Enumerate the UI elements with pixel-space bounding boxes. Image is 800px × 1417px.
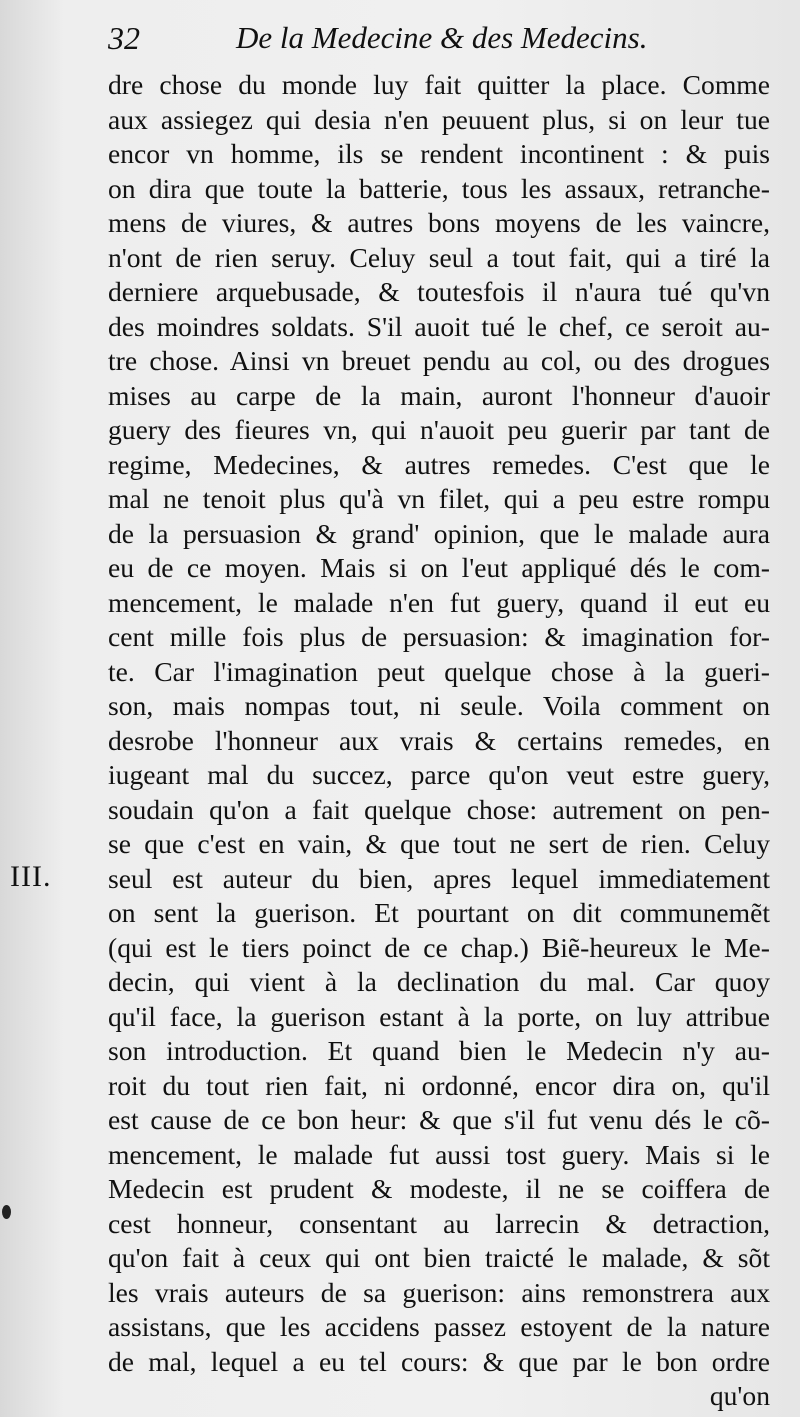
text-line: mencement, le malade n'en fut guery, quand il eut eu: [108, 586, 770, 618]
text-line: desrobe l'honneur aux vrais & certains remedes, en: [108, 724, 770, 756]
page-number: 32: [108, 20, 140, 56]
text-line: qu'il face, la guerison estant à la porte, on luy attribue: [108, 1000, 770, 1032]
text-line: cest honneur, consentant au larrecin & detraction,: [108, 1207, 770, 1239]
text-line: aux assiegez qui desia n'en peuuent plus, si on leur tue: [108, 103, 770, 135]
catchword: qu'on: [709, 1380, 770, 1411]
text-line: cent mille fois plus de persuasion: & imagination for-: [108, 621, 770, 652]
text-line: les vrais auteurs de sa guerison: ains remonstrera aux: [108, 1276, 770, 1308]
text-line: son, mais nompas tout, ni seule. Voila comment on: [108, 690, 770, 721]
text-line: derniere arquebusade, & toutesfois il n'aura tué qu'vn: [108, 276, 770, 307]
text-line: on dira que toute la batterie, tous les assaux, retranche-: [108, 172, 770, 204]
text-line: de mal, lequel a eu tel cours: & que par le bon ordre: [108, 1345, 770, 1377]
text-line: mal ne tenoit plus qu'à vn filet, qui a peu estre rompu: [108, 483, 770, 514]
margin-note: III.: [10, 860, 52, 893]
text-line: seul est auteur du bien, apres lequel immediatement: [108, 862, 770, 894]
text-line: mises au carpe de la main, auront l'honneur d'auoir: [108, 379, 770, 411]
text-line: te. Car l'imagination peut quelque chose à la gueri-: [108, 655, 770, 687]
text-line: soudain qu'on a fait quelque chose: autrement on pen-: [108, 793, 770, 825]
text-line: guery des fieures vn, qui n'auoit peu guerir par tant de: [108, 414, 770, 445]
text-line: iugeant mal du succez, parce qu'on veut estre guery,: [108, 759, 770, 790]
text-line: son introduction. Et quand bien le Medecin n'y au-: [108, 1035, 770, 1066]
text-line: mencement, le malade fut aussi tost guery. Mais si le: [108, 1138, 770, 1170]
text-line: on sent la guerison. Et pourtant on dit communemẽt: [108, 897, 770, 928]
text-line: assistans, que les accidens passez estoyent de la nature: [108, 1311, 770, 1342]
page-header: [108, 14, 668, 54]
text-line: mens de viures, & autres bons moyens de les vaincre,: [108, 207, 770, 238]
running-title: De la Medecine & des Medecins.: [236, 20, 648, 55]
body-text: [108, 68, 770, 1414]
text-line: des moindres soldats. S'il auoit tué le chef, ce seroit au-: [108, 310, 770, 342]
text-line: de la persuasion & grand' opinion, que le malade aura: [108, 517, 770, 549]
text-line: roit du tout rien fait, ni ordonné, encor dira on, qu'il: [108, 1069, 770, 1101]
text-line: (qui est le tiers poinct de ce chap.) Biẽ-heureux le Me-: [108, 931, 770, 963]
text-line: Medecin est prudent & modeste, il ne se coiffera de: [108, 1173, 770, 1204]
text-line: qu'on fait à ceux qui ont bien traicté le malade, & sõt: [108, 1242, 770, 1273]
paper-speck: [2, 1205, 11, 1219]
text-line: tre chose. Ainsi vn breuet pendu au col, ou des drogues: [108, 345, 770, 376]
text-line: dre chose du monde luy fait quitter la place. Comme: [108, 69, 770, 100]
text-line: se que c'est en vain, & que tout ne sert de rien. Celuy: [108, 828, 770, 859]
text-line: regime, Medecines, & autres remedes. C'est que le: [108, 448, 770, 480]
text-line: n'ont de rien seruy. Celuy seul a tout fait, qui a tiré la: [108, 241, 770, 273]
text-line: encor vn homme, ils se rendent incontinent : & puis: [108, 138, 770, 169]
text-line: eu de ce moyen. Mais si on l'eut appliqué dés le com-: [108, 552, 770, 583]
text-line: decin, qui vient à la declination du mal. Car quoy: [108, 966, 770, 997]
text-line: est cause de ce bon heur: & que s'il fut venu dés le cõ-: [108, 1104, 770, 1135]
